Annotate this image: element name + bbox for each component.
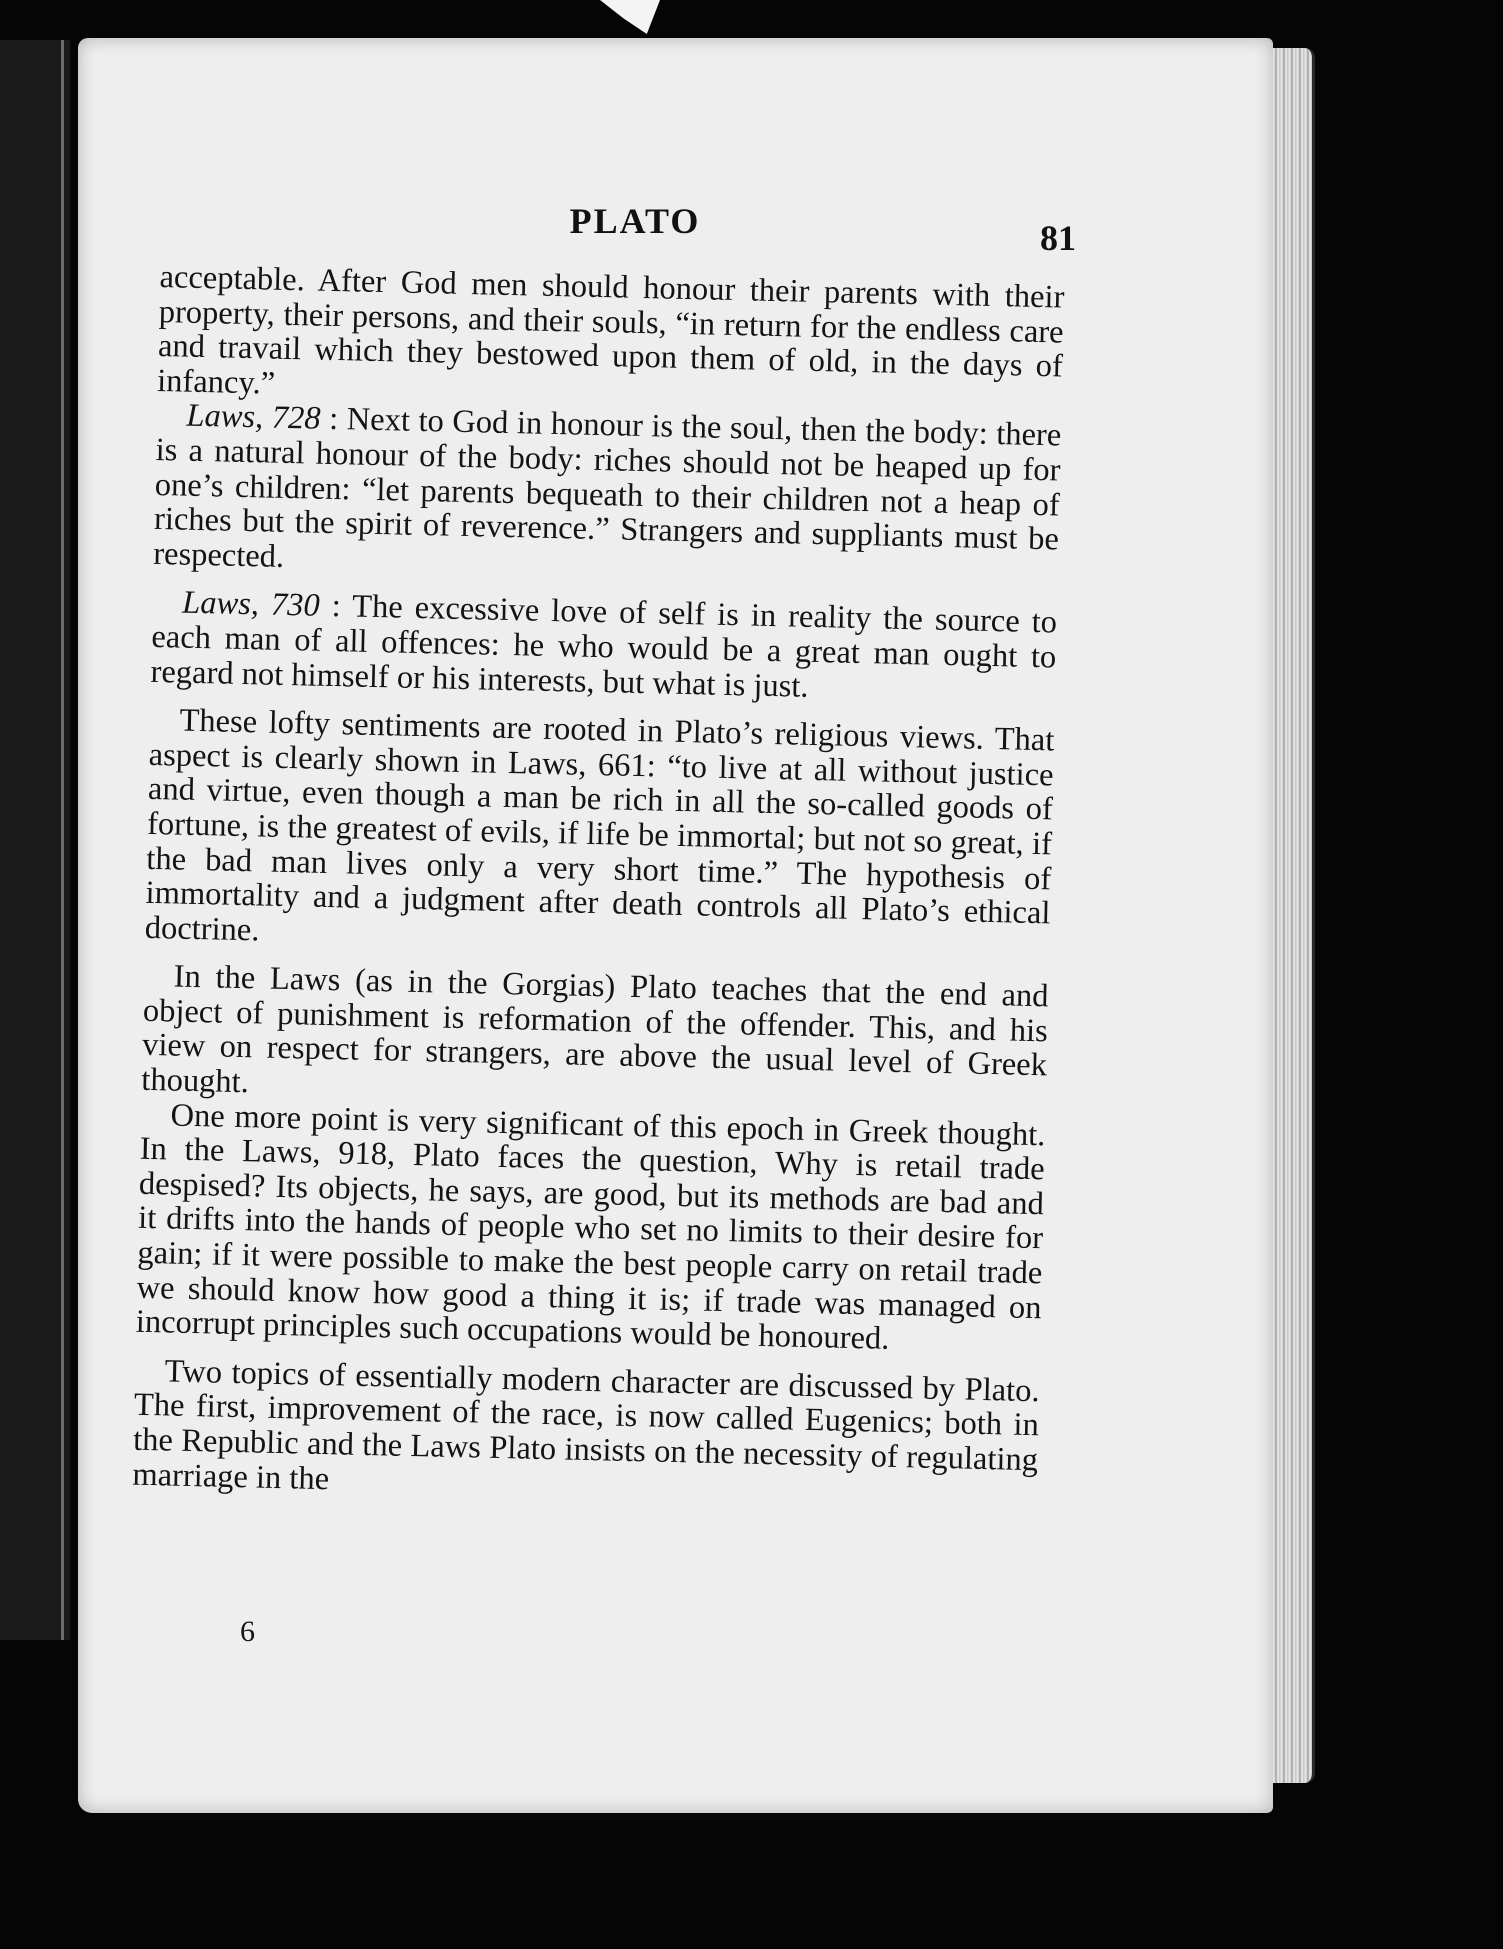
paragraph-5-text: In the Laws (as in the Gorgias) Plato teaches that the end and object of punishment is reformation of the offender. This, and his view on respect for strangers, are above the usual level of Greek thought.	[140, 958, 1049, 1101]
paragraph-6-text: One more point is very significant of this epoch in Greek thought. In the Laws, 918, Plato faces the question, Why is retail trade despised? Its objects, he says, are good, but its methods are bad and it drifts into the hands of people who set no limits to their desire for gain; if it were possible to make the best people carry on retail trade we should know how good a thing it is; if trade was managed on incorrupt principles such occupations would be honoured.	[135, 1097, 1046, 1358]
paragraph-6	[136, 1097, 1046, 1360]
paragraph-4-text: These lofty sentiments are rooted in Plato’s religious views. That aspect is clearly shown in Laws, 661: “to live at all without justice and virtue, even though a man be rich in all the so-called goods of fortune, is the greatest of evils, if life be immortal; but not so great, if the bad man lives only a very short time.” The hypothesis of immortality and a judgment after death controls all Plato’s ethical doctrine.	[144, 702, 1055, 949]
paragraph-2	[153, 398, 1062, 591]
paragraph-3	[150, 585, 1057, 709]
text-block	[132, 260, 1065, 1512]
paragraph-4	[144, 703, 1054, 966]
paragraph-2-reference: Laws, 728	[186, 398, 321, 438]
paragraph-1-text: acceptable. After God men should honour their parents with their property, their persons, and their souls, “in return for the endless care and travail which they bestowed upon them of old, in the days of infancy.”	[156, 259, 1065, 402]
paragraph-2-text: : Next to God in honour is the soul, then the body: there is a natural honour of the body: riches should not be heaped up for one’s children: “let parents bequeath to their children not a heap of riches but the spirit of reverence.” Strangers and suppliants must be respected.	[152, 401, 1062, 575]
paragraph-7-text: Two topics of essentially modern character are discussed by Plato. The first, improvement of the race, is now called Eugenics; both in the Republic and the Laws Plato insists on the necessity of regulating marriage in the	[132, 1353, 1040, 1497]
page-number: 81	[1040, 218, 1076, 258]
paragraph-5	[141, 959, 1049, 1118]
paragraph-1	[157, 260, 1065, 419]
paragraph-3-reference: Laws, 730	[181, 584, 321, 625]
paragraph-3-text: : The excessive love of self is in reality the source to each man of all offences: he who would be a great man ought to regard not himself or his interests, but what is just.	[150, 588, 1058, 705]
running-head: PLATO	[569, 201, 701, 241]
paragraph-7	[132, 1354, 1040, 1513]
left-page-edge	[0, 40, 70, 1640]
bookmark-ribbon	[600, 0, 660, 34]
signature-mark: 6	[240, 1615, 255, 1648]
